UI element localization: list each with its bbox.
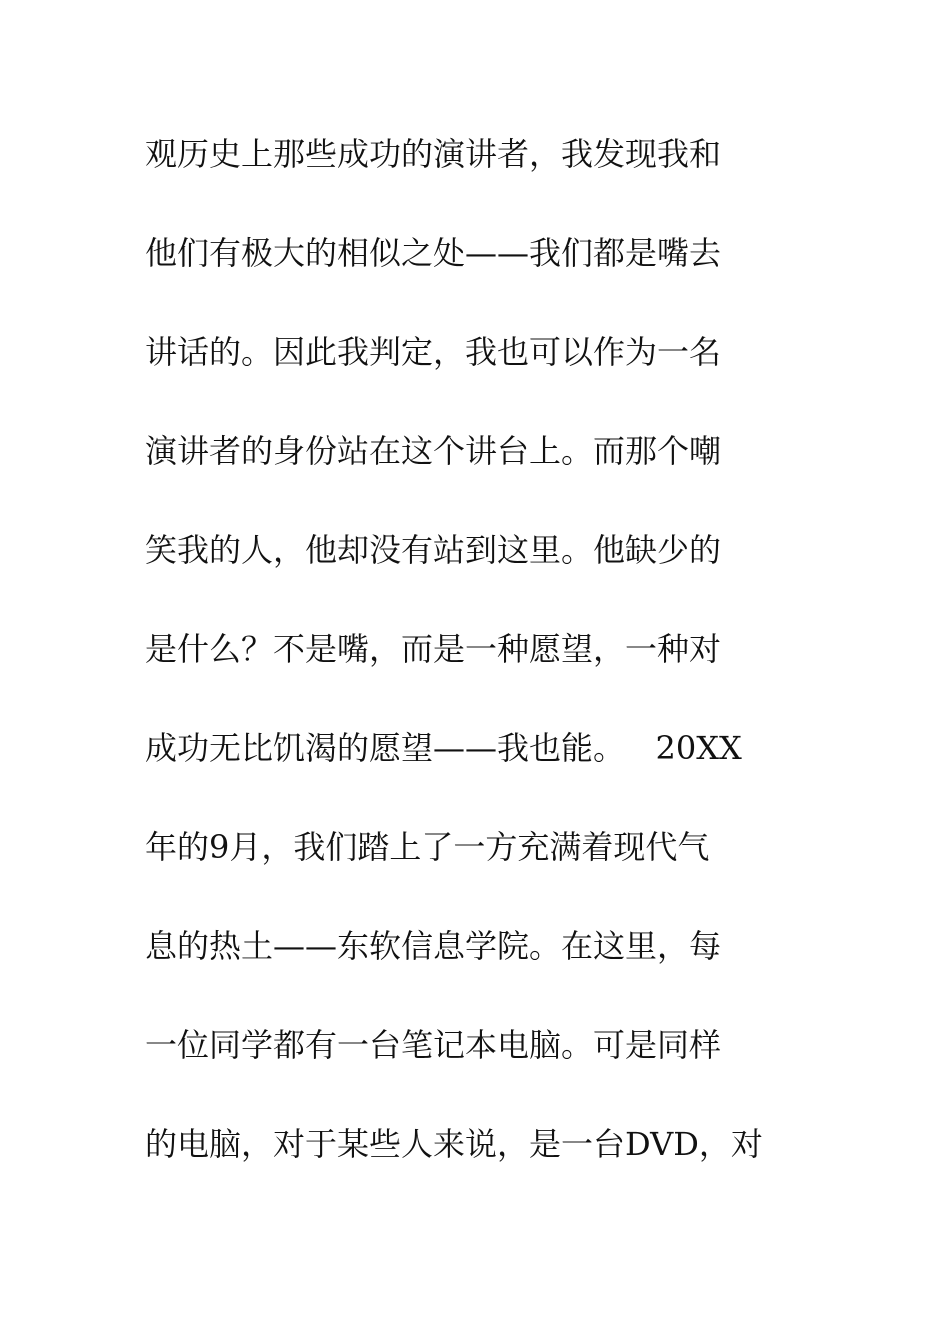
body-text-line: 成功无比饥渴的愿望——我也能。 20XX xyxy=(145,729,742,767)
body-text-line: 演讲者的身份站在这个讲台上。而那个嘲 xyxy=(145,432,722,470)
body-text-line: 观历史上那些成功的演讲者，我发现我和 xyxy=(145,135,722,173)
body-text-line: 笑我的人，他却没有站到这里。他缺少的 xyxy=(145,531,722,569)
body-text-line: 一位同学都有一台笔记本电脑。可是同样 xyxy=(145,1026,722,1064)
body-text-line: 年的9月，我们踏上了一方充满着现代气 xyxy=(145,828,710,866)
body-text-line: 息的热土——东软信息学院。在这里，每 xyxy=(145,927,722,965)
body-text-line: 的电脑，对于某些人来说，是一台DVD，对 xyxy=(145,1125,763,1163)
body-text-line: 他们有极大的相似之处——我们都是嘴去 xyxy=(145,234,722,272)
body-text-line: 讲话的。因此我判定，我也可以作为一名 xyxy=(145,333,722,371)
body-text-line: 是什么？不是嘴，而是一种愿望，一种对 xyxy=(145,630,722,668)
